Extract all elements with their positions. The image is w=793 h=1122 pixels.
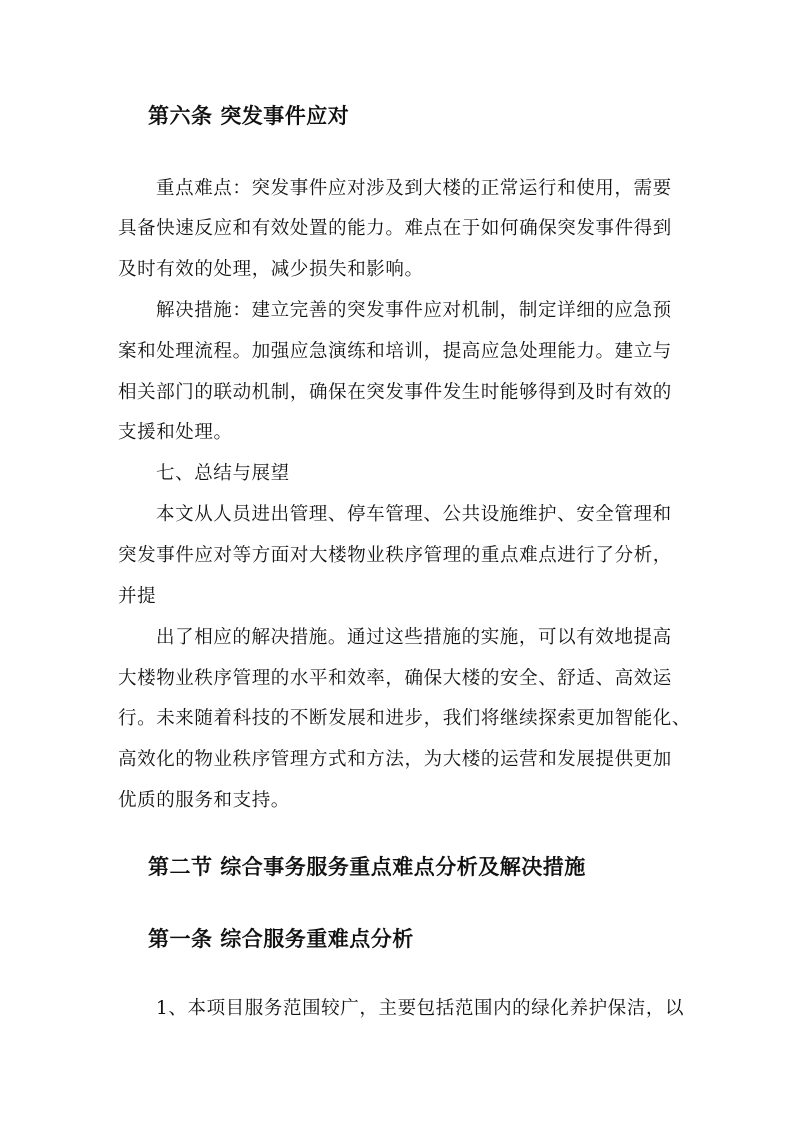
paragraph-line: 1、本项目服务范围较广，主要包括范围内的绿化养护保洁，以 (156, 998, 685, 1019)
paragraph-line: 及时有效的处理，减少损失和影响。 (118, 259, 424, 280)
article-heading-emergency: 第六条 突发事件应对 (148, 103, 350, 128)
paragraph-line: 并提 (118, 586, 157, 607)
paragraph-line: 高效化的物业秩序管理方式和方法，为大楼的运营和发展提供更加 (118, 749, 672, 770)
paragraph-line: 具备快速反应和有效处置的能力。难点在于如何确保突发事件得到 (118, 218, 672, 239)
paragraph-line: 优质的服务和支持。 (118, 790, 290, 811)
paragraph-line: 解决措施：建立完善的突发事件应对机制，制定详细的应急预 (156, 300, 672, 321)
paragraph-line: 突发事件应对等方面对大楼物业秩序管理的重点难点进行了分析， (118, 545, 672, 566)
paragraph-line: 案和处理流程。加强应急演练和培训，提高应急处理能力。建立与 (118, 341, 672, 362)
section-heading-general-services: 第二节 综合事务服务重点难点分析及解决措施 (148, 854, 586, 879)
paragraph-line: 相关部门的联动机制，确保在突发事件发生时能够得到及时有效的 (118, 382, 672, 403)
section-title-summary: 七、总结与展望 (156, 463, 290, 484)
paragraph-line: 行。未来随着科技的不断发展和进步，我们将继续探索更加智能化、 (118, 708, 692, 729)
paragraph-line: 重点难点：突发事件应对涉及到大楼的正常运行和使用，需要 (156, 178, 672, 199)
paragraph-line: 大楼物业秩序管理的水平和效率，确保大楼的安全、舒适、高效运 (118, 668, 672, 689)
paragraph-line: 本文从人员进出管理、停车管理、公共设施维护、安全管理和 (156, 504, 672, 525)
paragraph-line: 出了相应的解决措施。通过这些措施的实施，可以有效地提高 (156, 627, 672, 648)
paragraph-line: 支援和处理。 (118, 422, 233, 443)
article-heading-service-analysis: 第一条 综合服务重难点分析 (148, 926, 414, 951)
